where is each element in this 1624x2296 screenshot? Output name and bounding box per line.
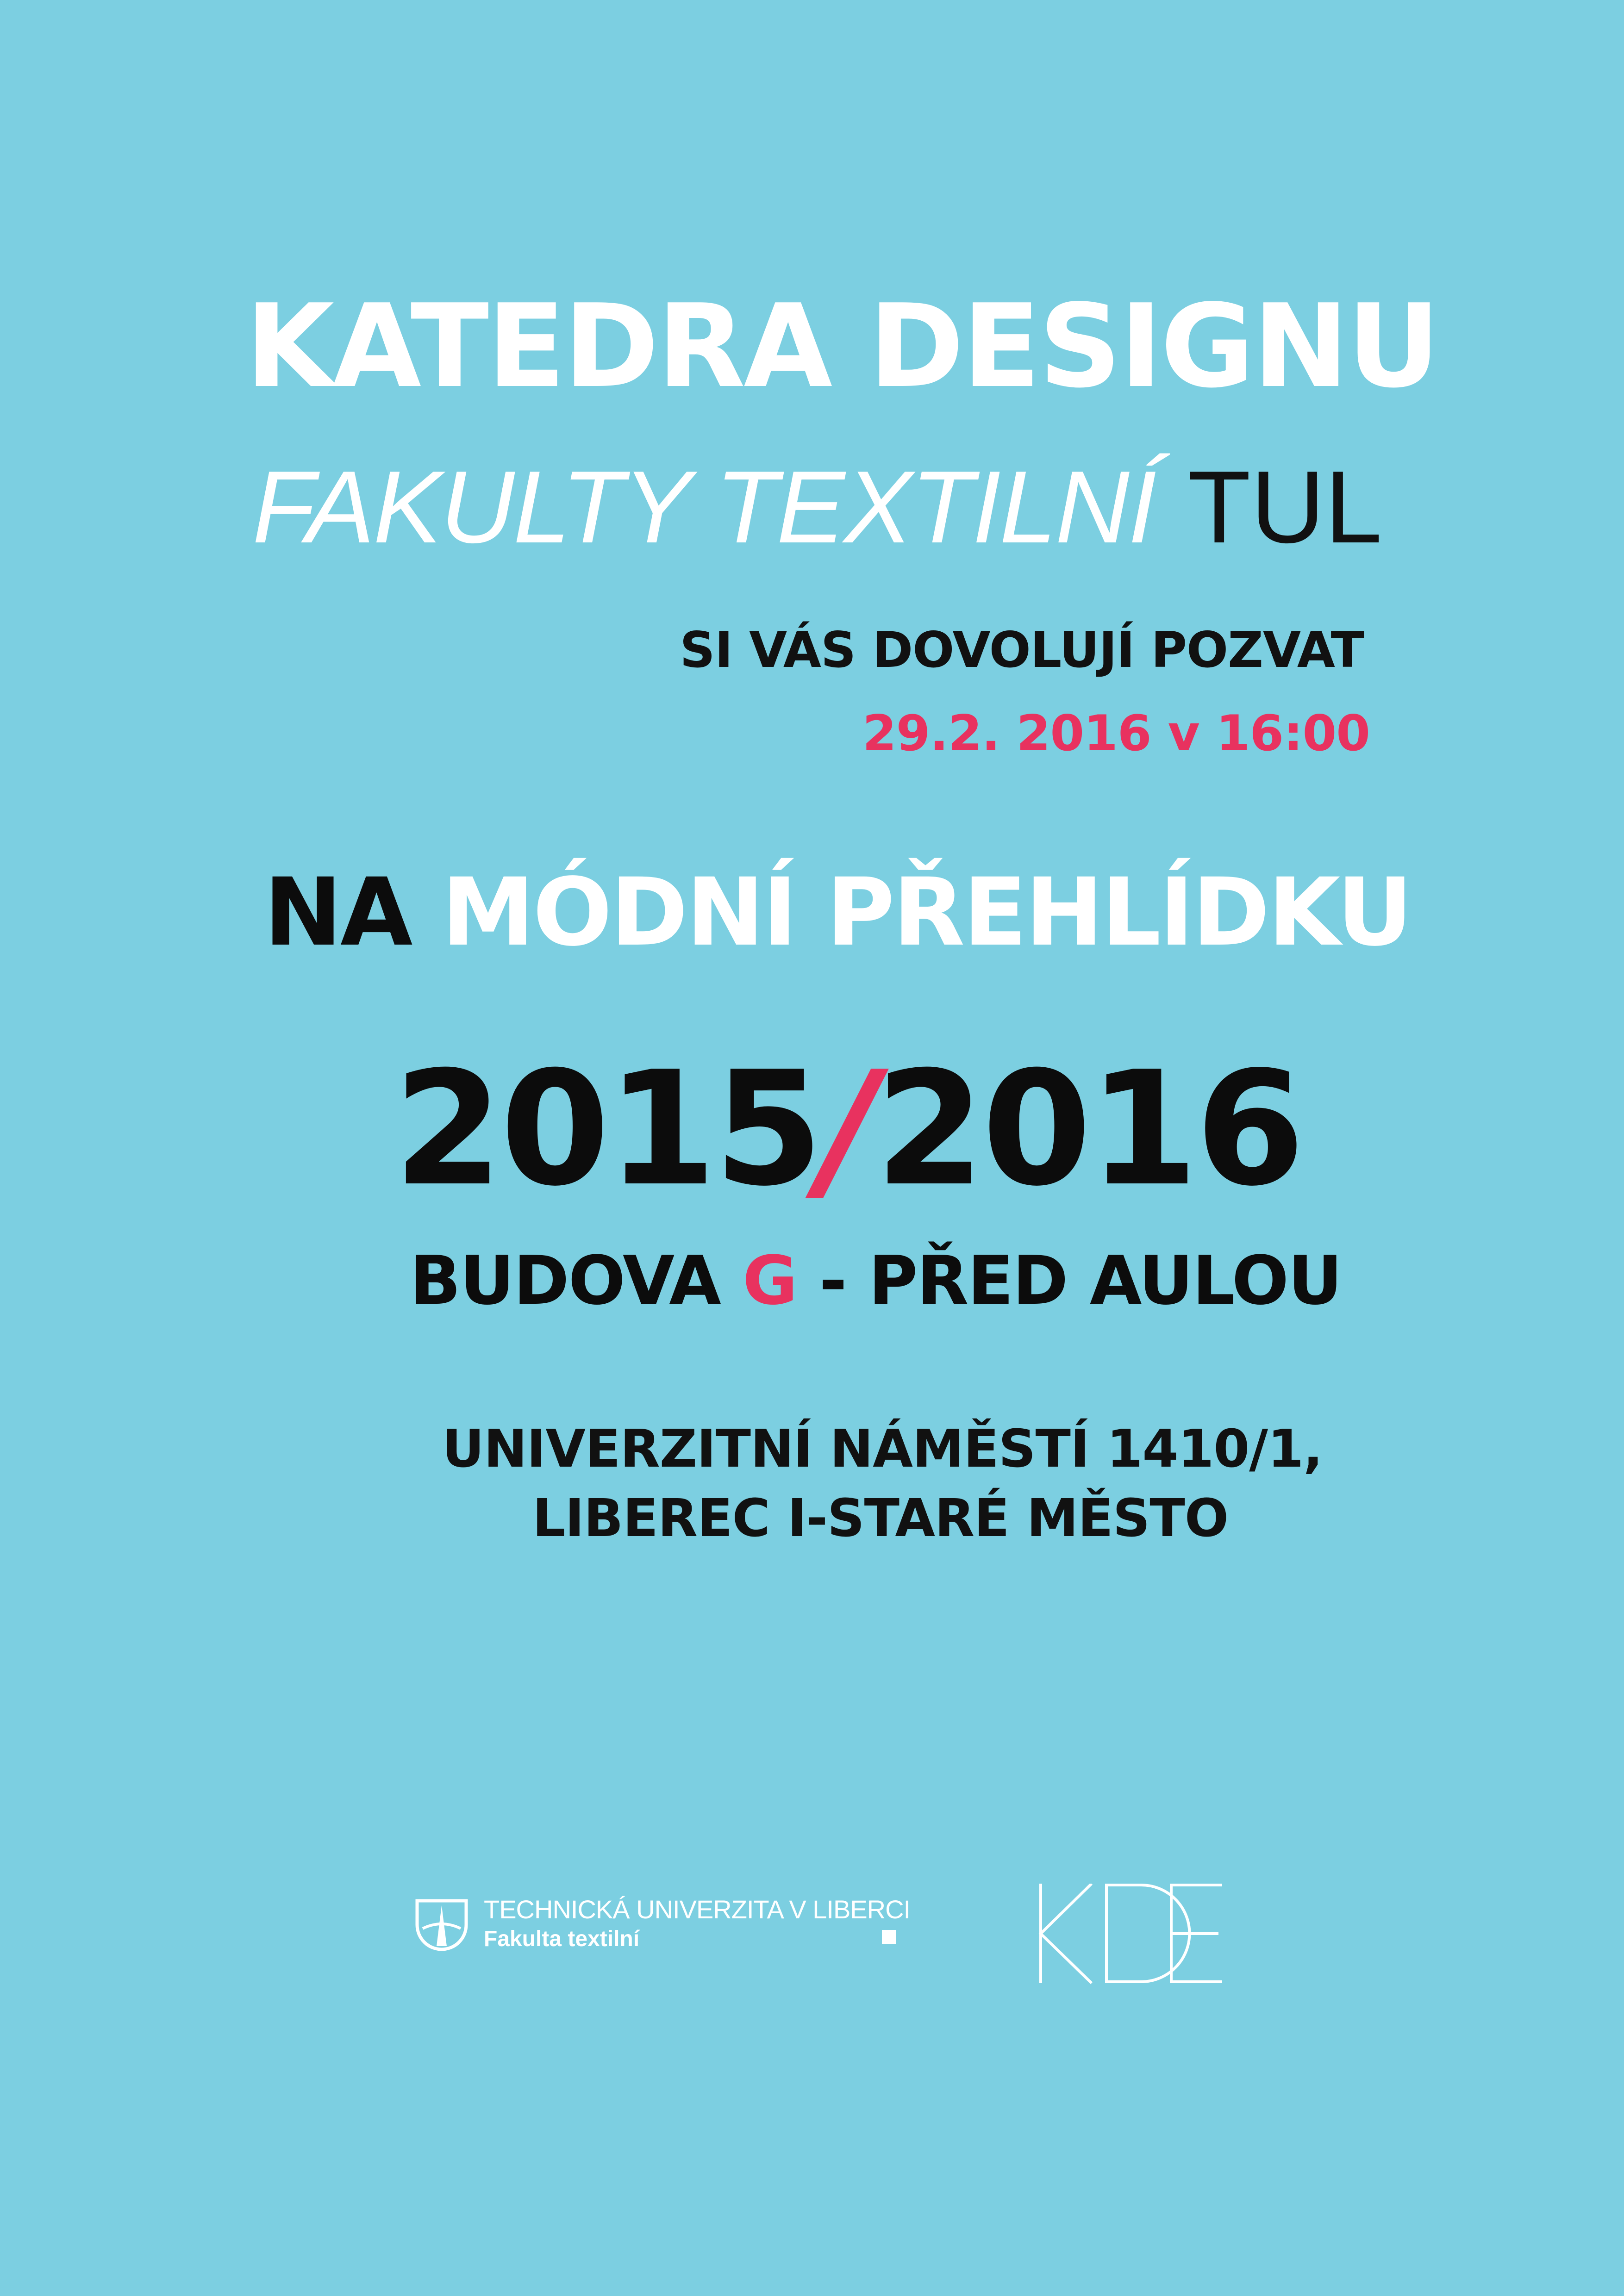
- building-letter: G: [743, 1242, 797, 1320]
- year-end: 2016: [875, 1038, 1302, 1221]
- address-line-1: UNIVERZITNÍ NÁMĚSTÍ 1410/1,: [442, 1419, 1323, 1479]
- title-department: KATEDRA DESIGNU: [245, 280, 1439, 413]
- building-suffix: - PŘED AULOU: [819, 1242, 1342, 1320]
- address-line-2: LIBEREC I-STARÉ MĚSTO: [532, 1488, 1229, 1549]
- title-faculty-name: FAKULTY TEXTILNÍ: [252, 450, 1156, 565]
- tul-emblem-icon: [414, 1895, 469, 1951]
- event-heading-name: MÓDNÍ PŘEHLÍDKU: [441, 858, 1411, 967]
- invite-text: SI VÁS DOVOLUJÍ POZVAT: [680, 622, 1364, 678]
- tul-name: TECHNICKÁ UNIVERZITA V LIBERCI: [484, 1895, 911, 1924]
- kde-logo-mark: [1037, 1884, 1227, 1985]
- tul-faculty: Fakulta textilní: [484, 1927, 640, 1951]
- title-tul: TUL: [1188, 450, 1382, 565]
- year-separator: /: [820, 1038, 875, 1221]
- tul-logo: [414, 1891, 911, 1955]
- season-years: [394, 1038, 1302, 1221]
- kde-logo: [1037, 1884, 1227, 1985]
- event-heading-na: NA: [264, 858, 411, 967]
- event-date: 29.2. 2016 v 16:00: [862, 705, 1370, 762]
- venue-building: [410, 1242, 1342, 1320]
- tul-square-mark: [882, 1930, 896, 1944]
- year-start: 2015: [394, 1038, 821, 1221]
- title-faculty: [252, 450, 1382, 565]
- event-heading: [264, 858, 1411, 967]
- building-prefix: BUDOVA: [410, 1242, 720, 1320]
